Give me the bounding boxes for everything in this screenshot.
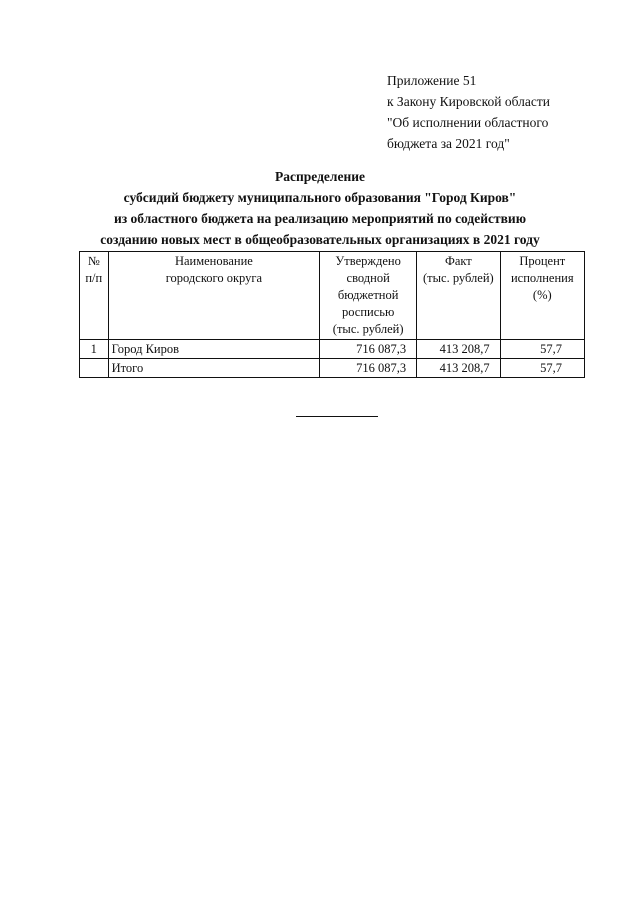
header-line: Наименование [174,254,253,268]
row-fact: 413 208,7 [417,340,500,359]
header-line: (тыс. рублей) [423,271,494,285]
row-approved: 716 087,3 [320,340,417,359]
document-title [60,166,580,250]
header-line: Факт [444,254,472,268]
header-line: росписью [341,305,395,319]
header-line: бюджетной [337,288,399,302]
header-line: № [87,254,100,268]
header-name [108,252,320,340]
appendix-line: к Закону Кировской области [387,94,551,109]
header-line: (%) [532,288,552,302]
table-header-row [80,252,585,340]
header-number [80,252,109,340]
row-number [80,359,109,378]
end-divider [296,416,378,417]
title-line: Распределение [274,169,366,184]
header-line: Процент [519,254,566,268]
header-approved [320,252,417,340]
row-fact: 413 208,7 [417,359,500,378]
appendix-line: "Об исполнении областного [387,115,549,130]
header-line: Утверждено [335,254,401,268]
row-name: Город Киров [108,340,320,359]
subsidy-table [79,251,585,378]
title-line: из областного бюджета на реализацию мероприятий по содействию [113,211,527,226]
row-approved: 716 087,3 [320,359,417,378]
appendix-line: Приложение 51 [387,73,477,88]
header-line: (тыс. рублей) [332,322,404,336]
header-fact [417,252,500,340]
title-line: созданию новых мест в общеобразовательных организациях в 2021 году [100,232,540,247]
table-row [80,340,585,359]
appendix-line: бюджета за 2021 год" [387,136,510,151]
table-total-row [80,359,585,378]
row-percent: 57,7 [500,340,584,359]
header-line: сводной [346,271,390,285]
header-line: исполнения [510,271,574,285]
header-line: п/п [85,271,103,285]
row-percent: 57,7 [500,359,584,378]
header-line: городского округа [165,271,263,285]
row-name: Итого [108,359,320,378]
title-line: субсидий бюджету муниципального образования "Город Киров" [123,190,517,205]
row-number: 1 [80,340,109,359]
header-percent [500,252,584,340]
appendix-note [387,70,550,154]
